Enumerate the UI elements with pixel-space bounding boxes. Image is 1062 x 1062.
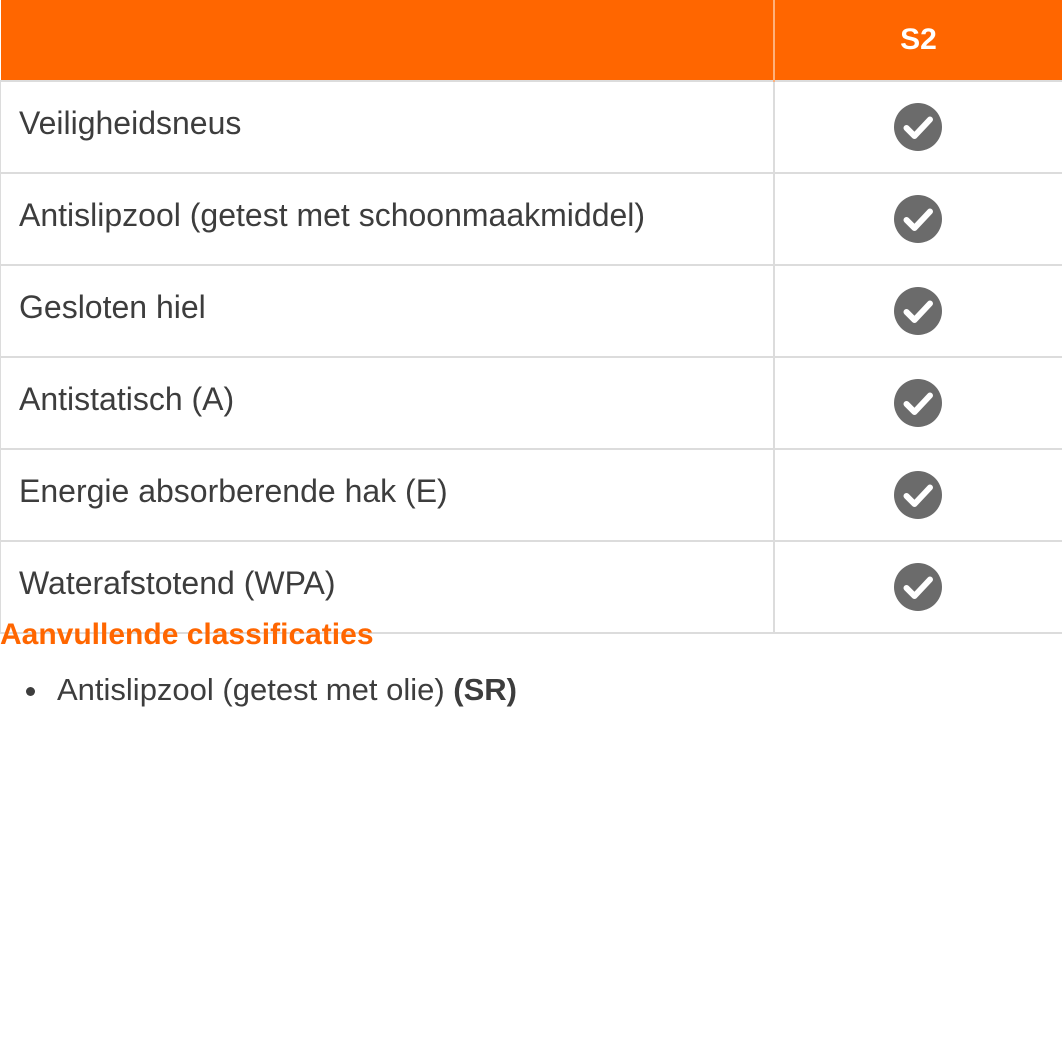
classification-text: Antislipzool (getest met olie) [57,672,445,707]
feature-label: Veiligheidsneus [1,81,774,173]
check-circle-icon [894,195,942,243]
check-circle-icon [894,563,942,611]
check-circle-icon [894,287,942,335]
table-row [1,449,1062,541]
check-circle-icon [894,103,942,151]
feature-label: Antislipzool (getest met schoonmaakmiddel) [1,173,774,265]
additional-classifications-list [0,672,517,708]
table-row [1,357,1062,449]
bullet-icon [26,687,35,696]
check-circle-icon [894,471,942,519]
additional-classifications-heading: Aanvullende classificaties [0,618,374,651]
feature-label: Energie absorberende hak (E) [1,449,774,541]
classification-code: (SR) [453,672,518,707]
header-feature-cell [1,0,774,81]
feature-status-cell [774,173,1062,265]
feature-status-cell [774,541,1062,633]
list-item [57,672,517,708]
table-row [1,265,1062,357]
header-class-s2: S2 [774,0,1062,81]
table-header-row [1,0,1062,81]
feature-status-cell [774,81,1062,173]
feature-status-cell [774,449,1062,541]
feature-label: Antistatisch (A) [1,357,774,449]
table-row [1,81,1062,173]
check-circle-icon [894,379,942,427]
feature-status-cell [774,265,1062,357]
feature-status-cell [774,357,1062,449]
feature-label: Waterafstotend (WPA) [1,541,774,633]
table-row [1,173,1062,265]
feature-label: Gesloten hiel [1,265,774,357]
